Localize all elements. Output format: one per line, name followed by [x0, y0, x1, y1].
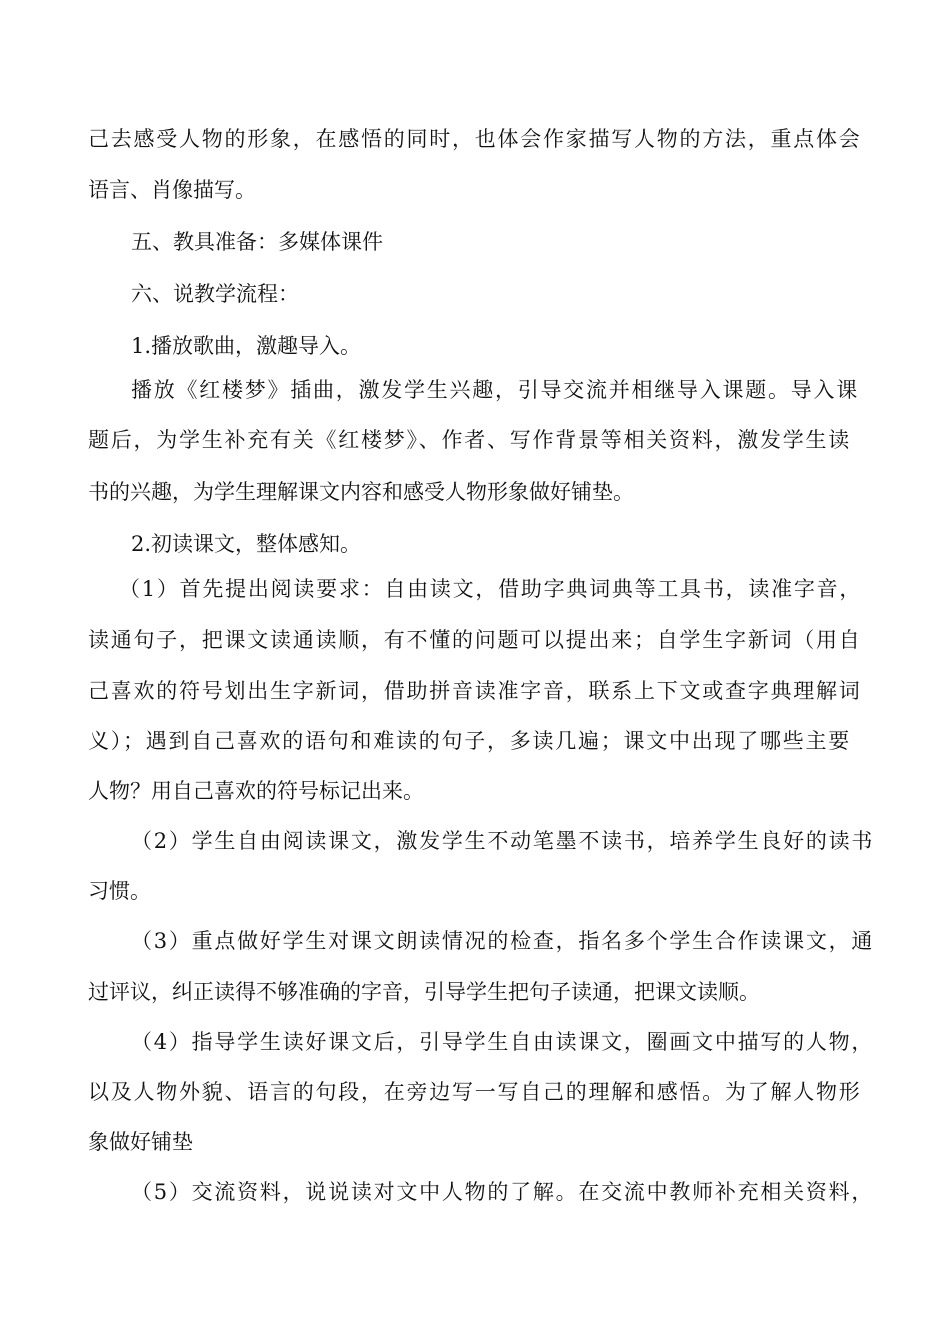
text-line: 象做好铺垫: [88, 1130, 193, 1154]
subsection-heading: 1.播放歌曲，激趣导入。: [131, 334, 362, 358]
text-line: 题后，为学生补充有关《红楼梦》、作者、写作背景等相关资料，激发学生读: [88, 428, 851, 452]
text-line: 己去感受人物的形象，在感悟的同时，也体会作家描写人物的方法，重点体会: [88, 127, 862, 151]
text-line: （2）学生自由阅读课文，激发学生不动笔墨不读书，培养学生良好的读书: [131, 829, 875, 853]
text-line: 过评议，纠正读得不够准确的字音，引导学生把句子读通，把课文读顺。: [88, 980, 760, 1004]
text-line: （3）重点做好学生对课文朗读情况的检查，指名多个学生合作读课文，通: [131, 929, 875, 953]
text-line: 习惯。: [88, 879, 151, 903]
text-line: 义）；遇到自己喜欢的语句和难读的句子，多读几遍；课文中出现了哪些主要: [88, 729, 851, 753]
text-line: （5）交流资料，说说读对文中人物的了解。在交流中教师补充相关资料，: [131, 1180, 875, 1204]
text-line: 语言、肖像描写。: [88, 178, 256, 202]
text-line: 己喜欢的符号划出生字新词，借助拼音读准字音，联系上下文或查字典理解词: [88, 679, 862, 703]
text-line: （4）指导学生读好课文后，引导学生自由读课文，圈画文中描写的人物，: [131, 1030, 875, 1054]
subsection-heading: 2.初读课文，整体感知。: [131, 532, 362, 556]
section-heading: 五、教具准备：多媒体课件: [131, 230, 383, 254]
text-line: 以及人物外貌、语言的句段，在旁边写一写自己的理解和感悟。为了解人物形: [88, 1080, 862, 1104]
text-line: 人物？用自己喜欢的符号标记出来。: [88, 779, 424, 803]
section-heading: 六、说教学流程：: [131, 282, 299, 306]
text-line: 读通句子，把课文读通读顺，有不懂的问题可以提出来；自学生字新词（用自: [88, 628, 862, 652]
text-line: 播放《红楼梦》插曲，激发学生兴趣，引导交流并相继导入课题。导入课: [131, 378, 859, 402]
text-line: （1）首先提出阅读要求：自由读文，借助字典词典等工具书，读准字音，: [119, 577, 863, 601]
text-line: 书的兴趣，为学生理解课文内容和感受人物形象做好铺垫。: [88, 480, 634, 504]
